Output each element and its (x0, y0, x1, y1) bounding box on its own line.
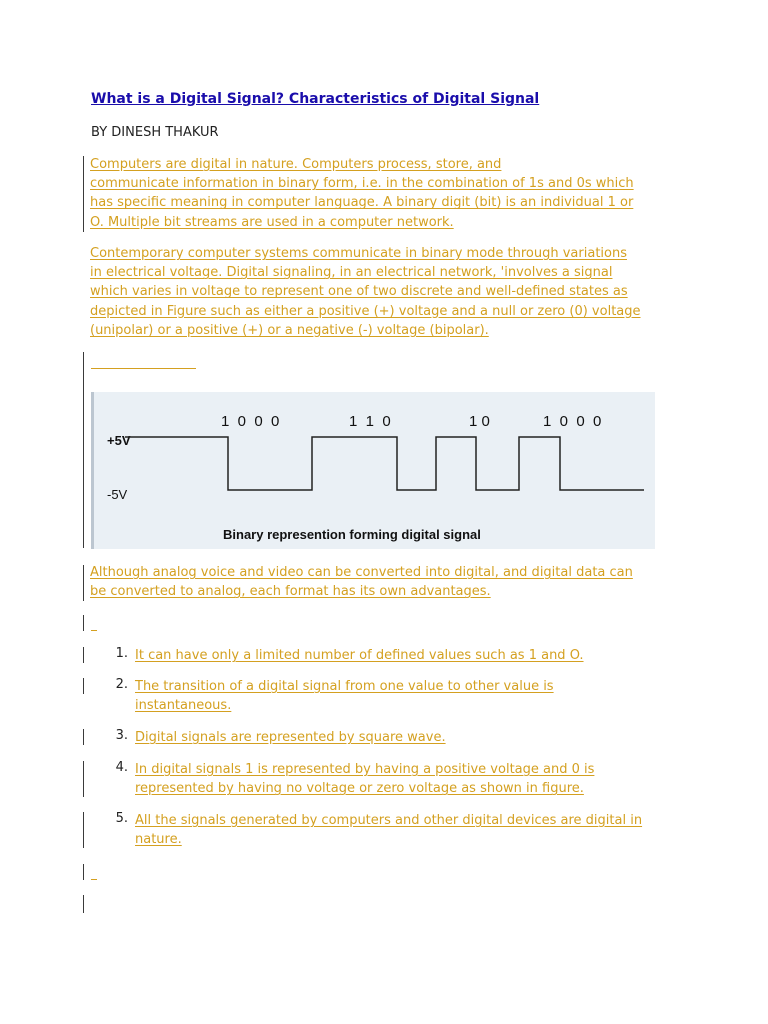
paragraph-formats[interactable] (90, 563, 690, 601)
quote-bar (83, 156, 84, 232)
paragraph-line: O. Multiple bit streams are used in a computer network. (90, 214, 454, 230)
paragraph-signaling[interactable] (90, 244, 690, 340)
quote-bar (83, 678, 84, 694)
paragraph-line: in electrical voltage. Digital signaling, in an electrical network, 'involves a signal (90, 265, 613, 281)
paragraph-line: be converted to analog, each format has its own advantages. (90, 584, 491, 600)
paragraph-line: communicate information in binary form, i.e. in the combination of 1s and 0s which (90, 176, 634, 192)
figure-left-edge (91, 392, 94, 549)
quote-bar (83, 895, 84, 913)
list-item-line: Digital signals are represented by square wave. (135, 730, 446, 745)
list-item[interactable] (135, 728, 695, 747)
list-item-line: represented by having no voltage or zero voltage as shown in figure. (135, 781, 584, 797)
list-item-line: instantaneous. (135, 698, 232, 714)
list-item-number: 3. (115, 728, 128, 743)
empty-link[interactable] (91, 879, 97, 880)
paragraph-line: has specific meaning in computer language. A binary digit (bit) is an individual 1 or (90, 195, 634, 211)
author-byline: BY DINESH THAKUR (91, 125, 219, 140)
quote-bar (83, 647, 84, 663)
list-item-line: It can have only a limited number of defined values such as 1 and O. (135, 648, 584, 663)
quote-bar (83, 565, 84, 601)
high-voltage-label: +5V (107, 433, 131, 448)
article-title[interactable]: What is a Digital Signal? Characteristics of Digital Signal (91, 91, 540, 107)
list-item-number: 2. (115, 677, 128, 692)
list-item[interactable] (135, 646, 695, 665)
paragraph-line: depicted in Figure such as either a positive (+) voltage and a null or zero (0) voltage (90, 303, 641, 319)
list-item-line: The transition of a digital signal from one value to other value is (135, 679, 554, 694)
list-item-number: 1. (115, 646, 128, 661)
quote-bar (83, 729, 84, 745)
paragraph-line: Computers are digital in nature. Computers process, store, and (90, 157, 502, 172)
quote-bar (83, 615, 84, 631)
paragraph-line: Contemporary computer systems communicate in binary mode through variations (90, 246, 627, 261)
bit-group-label: 1 0 0 0 (543, 413, 602, 430)
list-item-line: nature. (135, 832, 182, 848)
list-item[interactable] (135, 760, 695, 798)
empty-link[interactable] (91, 630, 97, 631)
paragraph-line: Although analog voice and video can be converted into digital, and digital data can (90, 565, 633, 580)
paragraph-line: which varies in voltage to represent one of two discrete and well-defined states as (90, 284, 628, 300)
figure-caption: Binary represention forming digital signal (223, 527, 481, 542)
list-item-number: 4. (115, 760, 128, 775)
list-item[interactable] (135, 811, 695, 849)
digital-signal-figure (91, 392, 655, 549)
list-item-line: All the signals generated by computers and other digital devices are digital in (135, 813, 643, 828)
low-voltage-label: -5V (107, 487, 128, 502)
bit-group-label: 1 0 (469, 413, 490, 430)
bit-group-label: 1 0 0 0 (221, 413, 280, 430)
quote-bar (83, 352, 84, 548)
quote-bar (83, 812, 84, 848)
list-item-number: 5. (115, 811, 128, 826)
bit-group-label: 1 1 0 (349, 413, 391, 430)
waveform-svg (91, 392, 655, 549)
quote-bar (83, 864, 84, 880)
paragraph-intro[interactable] (90, 155, 690, 232)
list-item-line: In digital signals 1 is represented by having a positive voltage and 0 is (135, 762, 595, 777)
paragraph-line: (unipolar) or a positive (+) or a negative (-) voltage (bipolar). (90, 322, 489, 338)
list-item[interactable] (135, 677, 695, 715)
link-underline[interactable] (91, 368, 196, 369)
quote-bar (83, 761, 84, 797)
